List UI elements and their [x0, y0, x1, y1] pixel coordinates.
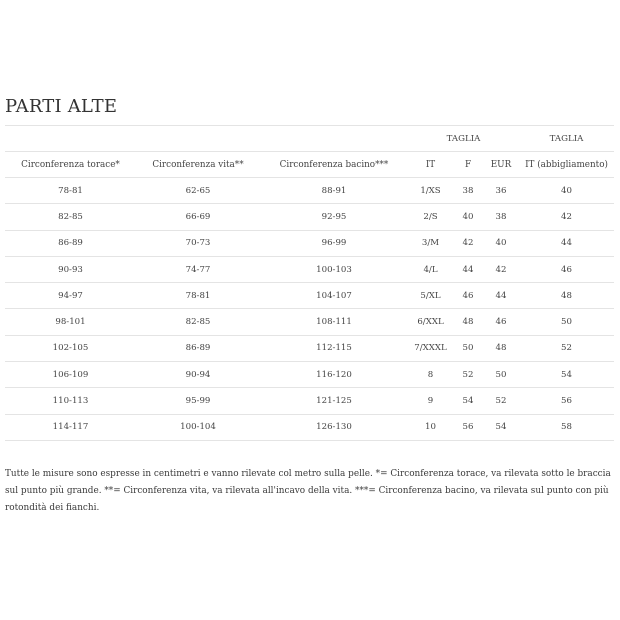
cell-vita: 70-73: [136, 230, 260, 256]
table-row: [5, 309, 614, 335]
size-note: Tutte le misure sono espresse in centimetri e vanno rilevate col metro sulla pelle. *= Circonferenza torace, va rilevata sotto le braccia sul punto più grande. **= Circonferenza vita, va rilevata all'incavo della vita. ***= Circonferenza bacino, va rilevata sul punto con più rotondità dei fianchi.: [5, 468, 611, 513]
cell-torace: 94-97: [5, 283, 136, 309]
cell-it: 9: [408, 388, 453, 414]
table-row: [5, 362, 614, 388]
cell-bacino: 100-103: [260, 256, 408, 282]
cell-f: 46: [453, 283, 483, 309]
cell-eur: 54: [483, 414, 519, 440]
group-header-empty: [5, 126, 408, 152]
cell-eur: 36: [483, 178, 519, 204]
cell-vita: 95-99: [136, 388, 260, 414]
page-title: PARTI ALTE: [5, 96, 118, 118]
cell-bacino: 126-130: [260, 414, 408, 440]
col-header-it-abbigliamento: IT (abbigliamento): [519, 152, 614, 178]
cell-bacino: 121-125: [260, 388, 408, 414]
cell-it: 2/S: [408, 204, 453, 230]
cell-vita: 62-65: [136, 178, 260, 204]
group-header-taglia-2: TAGLIA: [519, 126, 614, 152]
cell-vita: 100-104: [136, 414, 260, 440]
cell-it: 3/M: [408, 230, 453, 256]
cell-it: 5/XL: [408, 283, 453, 309]
table-row: [5, 388, 614, 414]
table-row: [5, 414, 614, 440]
cell-bacino: 116-120: [260, 362, 408, 388]
cell-eur: 48: [483, 335, 519, 361]
cell-it-abbigliamento: 54: [519, 362, 614, 388]
cell-vita: 78-81: [136, 283, 260, 309]
cell-it: 7/XXXL: [408, 335, 453, 361]
col-header-torace: Circonferenza torace*: [5, 152, 136, 178]
cell-torace: 102-105: [5, 335, 136, 361]
table-row: [5, 204, 614, 230]
table-row: [5, 283, 614, 309]
cell-torace: 90-93: [5, 256, 136, 282]
cell-f: 50: [453, 335, 483, 361]
cell-f: 40: [453, 204, 483, 230]
cell-torace: 82-85: [5, 204, 136, 230]
cell-vita: 66-69: [136, 204, 260, 230]
cell-it: 10: [408, 414, 453, 440]
cell-vita: 82-85: [136, 309, 260, 335]
size-table: [5, 125, 614, 441]
cell-bacino: 88-91: [260, 178, 408, 204]
cell-torace: 98-101: [5, 309, 136, 335]
group-header-taglia-1: TAGLIA: [408, 126, 519, 152]
cell-torace: 86-89: [5, 230, 136, 256]
cell-it-abbigliamento: 40: [519, 178, 614, 204]
col-header-f: F: [453, 152, 483, 178]
cell-bacino: 104-107: [260, 283, 408, 309]
cell-eur: 40: [483, 230, 519, 256]
cell-eur: 44: [483, 283, 519, 309]
cell-f: 42: [453, 230, 483, 256]
cell-vita: 74-77: [136, 256, 260, 282]
group-header-row: [5, 126, 614, 152]
cell-vita: 86-89: [136, 335, 260, 361]
cell-bacino: 112-115: [260, 335, 408, 361]
cell-it-abbigliamento: 50: [519, 309, 614, 335]
cell-it-abbigliamento: 58: [519, 414, 614, 440]
col-header-bacino: Circonferenza bacino***: [260, 152, 408, 178]
table-body: [5, 178, 614, 441]
cell-it: 1/XS: [408, 178, 453, 204]
cell-torace: 114-117: [5, 414, 136, 440]
cell-eur: 52: [483, 388, 519, 414]
cell-f: 44: [453, 256, 483, 282]
col-header-it: IT: [408, 152, 453, 178]
col-header-eur: EUR: [483, 152, 519, 178]
cell-eur: 46: [483, 309, 519, 335]
cell-f: 38: [453, 178, 483, 204]
cell-bacino: 92-95: [260, 204, 408, 230]
cell-it-abbigliamento: 46: [519, 256, 614, 282]
cell-eur: 38: [483, 204, 519, 230]
cell-f: 48: [453, 309, 483, 335]
cell-torace: 106-109: [5, 362, 136, 388]
column-header-row: [5, 152, 614, 178]
cell-it: 8: [408, 362, 453, 388]
cell-it-abbigliamento: 44: [519, 230, 614, 256]
cell-f: 56: [453, 414, 483, 440]
cell-it-abbigliamento: 52: [519, 335, 614, 361]
cell-bacino: 96-99: [260, 230, 408, 256]
cell-f: 52: [453, 362, 483, 388]
col-header-vita: Circonferenza vita**: [136, 152, 260, 178]
cell-it-abbigliamento: 48: [519, 283, 614, 309]
cell-it-abbigliamento: 56: [519, 388, 614, 414]
cell-it: 4/L: [408, 256, 453, 282]
cell-torace: 110-113: [5, 388, 136, 414]
table-row: [5, 335, 614, 361]
cell-torace: 78-81: [5, 178, 136, 204]
cell-it: 6/XXL: [408, 309, 453, 335]
cell-bacino: 108-111: [260, 309, 408, 335]
cell-vita: 90-94: [136, 362, 260, 388]
table-row: [5, 178, 614, 204]
cell-it-abbigliamento: 42: [519, 204, 614, 230]
cell-eur: 42: [483, 256, 519, 282]
cell-f: 54: [453, 388, 483, 414]
table-row: [5, 230, 614, 256]
cell-eur: 50: [483, 362, 519, 388]
table-row: [5, 256, 614, 282]
